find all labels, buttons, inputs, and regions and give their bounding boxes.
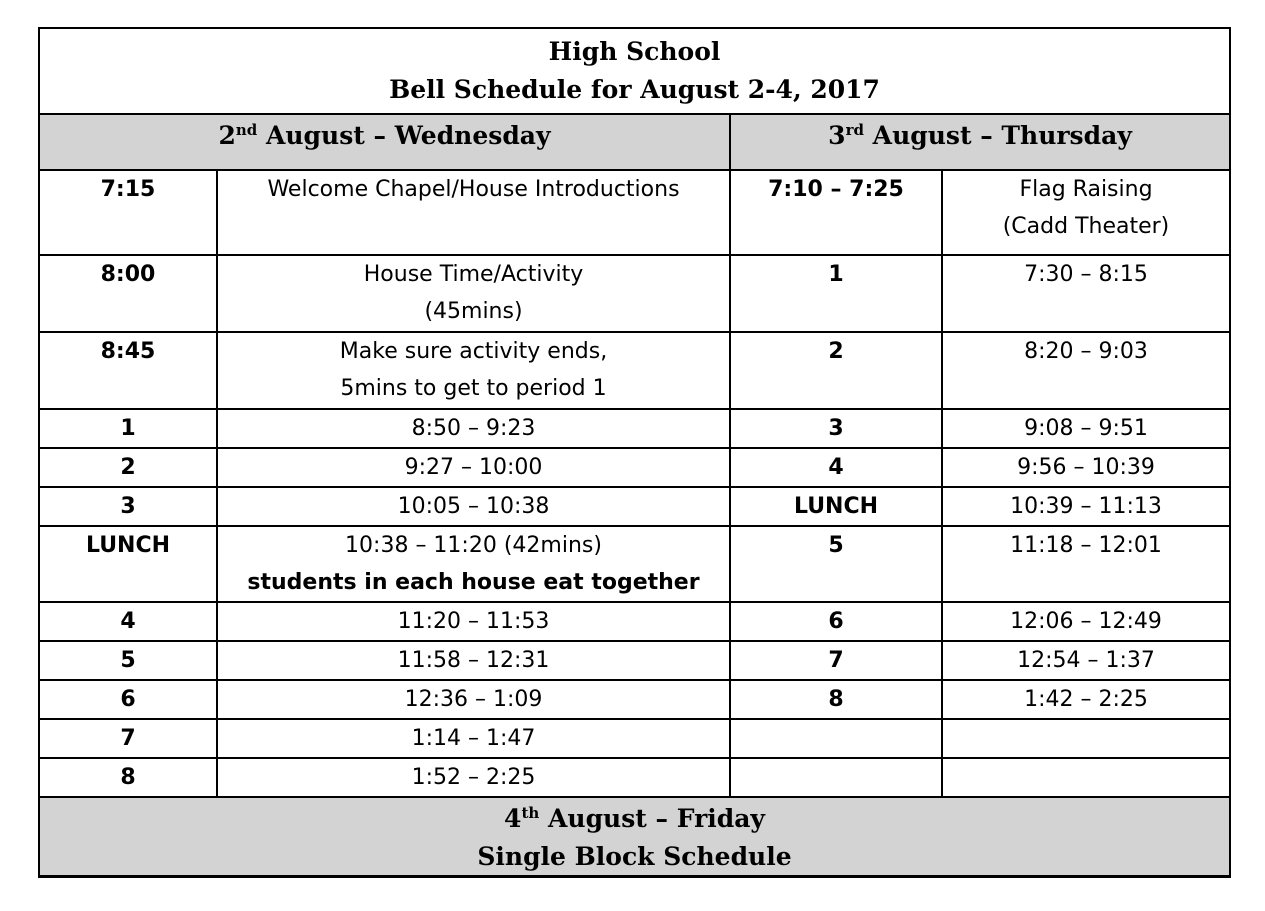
- wednesday-period-label: 1: [39, 409, 217, 448]
- wednesday-detail-line: 1:14 – 1:47: [411, 726, 536, 751]
- friday-header: [40, 800, 1229, 838]
- thursday-day-suffix: rd: [845, 121, 864, 139]
- bottom-rule: [38, 875, 1229, 877]
- schedule-row: [39, 448, 1230, 487]
- wednesday-detail-line: (45mins): [424, 299, 523, 324]
- thursday-detail-line: 12:06 – 12:49: [1010, 609, 1162, 634]
- friday-row: [39, 797, 1230, 877]
- wednesday-period-detail: [217, 170, 730, 255]
- thursday-period-label: LUNCH: [730, 487, 942, 526]
- wednesday-period-detail: [217, 409, 730, 448]
- wednesday-period-detail: [217, 448, 730, 487]
- wednesday-period-detail: [217, 680, 730, 719]
- thursday-period-label: 8: [730, 680, 942, 719]
- friday-day-suffix: th: [521, 804, 540, 822]
- wednesday-period-detail: [217, 641, 730, 680]
- wednesday-period-detail: [217, 758, 730, 797]
- wednesday-period-label: 7:15: [39, 170, 217, 255]
- wednesday-detail-note: students in each house eat together: [247, 570, 700, 595]
- thursday-detail-line: 9:08 – 9:51: [1024, 416, 1148, 441]
- wednesday-period-detail: [217, 332, 730, 409]
- thursday-period-label: 2: [730, 332, 942, 409]
- title-row: [39, 28, 1230, 114]
- thursday-detail-line: (Cadd Theater): [1002, 214, 1170, 239]
- title-line-1: High School: [548, 37, 721, 66]
- wednesday-detail-line: 1:52 – 2:25: [411, 765, 536, 790]
- wednesday-detail-line: House Time/Activity: [363, 262, 584, 287]
- schedule-row: [39, 332, 1230, 409]
- wednesday-header: [39, 114, 730, 170]
- wednesday-period-label: 4: [39, 602, 217, 641]
- wednesday-day-suffix: nd: [235, 121, 258, 139]
- bell-schedule-table: [38, 27, 1231, 878]
- wednesday-period-label: 3: [39, 487, 217, 526]
- wednesday-period-label: 8:00: [39, 255, 217, 332]
- thursday-detail-line: 7:30 – 8:15: [1024, 262, 1148, 287]
- thursday-period-label: 4: [730, 448, 942, 487]
- wednesday-period-label: 6: [39, 680, 217, 719]
- friday-subtitle: Single Block Schedule: [477, 842, 792, 871]
- thursday-period-label: [730, 719, 942, 758]
- thursday-period-label: 5: [730, 526, 942, 602]
- thursday-period-label: 6: [730, 602, 942, 641]
- schedule-title: [39, 28, 1230, 114]
- schedule-row: [39, 641, 1230, 680]
- thursday-detail-line: 8:20 – 9:03: [1024, 339, 1148, 364]
- schedule-row: [39, 719, 1230, 758]
- thursday-period-label: 1: [730, 255, 942, 332]
- thursday-period-detail: [942, 409, 1230, 448]
- thursday-period-detail: [942, 448, 1230, 487]
- thursday-period-detail: [942, 719, 1230, 758]
- wednesday-period-label: LUNCH: [39, 526, 217, 602]
- thursday-detail-line: 11:18 – 12:01: [1010, 533, 1162, 558]
- thursday-period-detail: [942, 758, 1230, 797]
- wednesday-period-detail: [217, 526, 730, 602]
- wednesday-period-label: 8:45: [39, 332, 217, 409]
- wednesday-detail-line: 12:36 – 1:09: [404, 687, 543, 712]
- wednesday-detail-line: 8:50 – 9:23: [411, 416, 536, 441]
- wednesday-period-label: 8: [39, 758, 217, 797]
- thursday-period-label: 3: [730, 409, 942, 448]
- wednesday-detail-line: 5mins to get to period 1: [340, 376, 607, 401]
- schedule-row: [39, 758, 1230, 797]
- thursday-day-num: 3: [828, 121, 846, 150]
- thursday-period-detail: [942, 332, 1230, 409]
- thursday-period-detail: [942, 641, 1230, 680]
- wednesday-detail-line: Welcome Chapel/House Introductions: [267, 177, 680, 202]
- thursday-period-detail: [942, 255, 1230, 332]
- thursday-detail-line: Flag Raising: [1019, 177, 1153, 202]
- wednesday-period-label: 2: [39, 448, 217, 487]
- thursday-period-detail: [942, 602, 1230, 641]
- thursday-period-label: 7: [730, 641, 942, 680]
- wednesday-detail-line: 10:05 – 10:38: [397, 494, 550, 519]
- friday-day-num: 4: [504, 804, 522, 833]
- wednesday-detail-line: Make sure activity ends,: [339, 339, 608, 364]
- schedule-row: [39, 602, 1230, 641]
- wednesday-day-rest: August – Wednesday: [257, 121, 551, 150]
- schedule-row: [39, 680, 1230, 719]
- schedule-row: [39, 170, 1230, 255]
- thursday-detail-line: 9:56 – 10:39: [1017, 455, 1155, 480]
- wednesday-period-label: 7: [39, 719, 217, 758]
- wednesday-period-detail: [217, 719, 730, 758]
- schedule-row: [39, 255, 1230, 332]
- thursday-detail-line: 1:42 – 2:25: [1024, 687, 1148, 712]
- thursday-detail-line: 12:54 – 1:37: [1017, 648, 1155, 673]
- wednesday-period-detail: [217, 602, 730, 641]
- thursday-period-label: 7:10 – 7:25: [730, 170, 942, 255]
- schedule-row: [39, 487, 1230, 526]
- schedule-row: [39, 526, 1230, 602]
- wednesday-day-num: 2: [218, 121, 236, 150]
- thursday-detail-line: 10:39 – 11:13: [1010, 494, 1162, 519]
- day-header-row: [39, 114, 1230, 170]
- friday-day-rest: August – Friday: [539, 804, 765, 833]
- wednesday-detail-line: 9:27 – 10:00: [404, 455, 543, 480]
- thursday-period-label: [730, 758, 942, 797]
- thursday-day-rest: August – Thursday: [863, 121, 1132, 150]
- schedule-row: [39, 409, 1230, 448]
- thursday-header: [730, 114, 1230, 170]
- wednesday-period-label: 5: [39, 641, 217, 680]
- thursday-period-detail: [942, 526, 1230, 602]
- wednesday-period-detail: [217, 255, 730, 332]
- thursday-period-detail: [942, 170, 1230, 255]
- thursday-period-detail: [942, 680, 1230, 719]
- friday-block: [39, 797, 1230, 877]
- wednesday-detail-line: 11:58 – 12:31: [397, 648, 550, 673]
- thursday-period-detail: [942, 487, 1230, 526]
- wednesday-period-detail: [217, 487, 730, 526]
- title-line-2: Bell Schedule for August 2-4, 2017: [389, 75, 880, 104]
- wednesday-detail-line: 10:38 – 11:20 (42mins): [345, 533, 602, 558]
- wednesday-detail-line: 11:20 – 11:53: [397, 609, 550, 634]
